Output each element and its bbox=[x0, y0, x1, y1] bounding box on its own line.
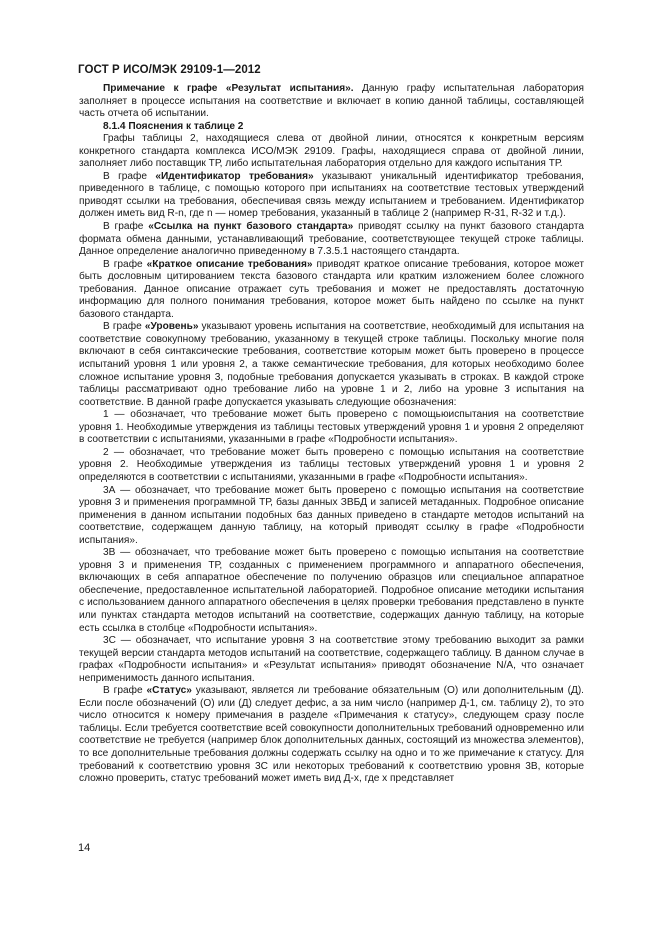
standard-header: ГОСТ Р ИСО/МЭК 29109-1—2012 bbox=[78, 64, 261, 76]
paragraph-level-1: 1 — обозначает, что требование может быть проверено с помощьюиспытания на соответствие уровня 1. Необходимые утверждения из таблицы тестовых утверждений уровня 1 и уровня 2 определяют в соответствии с испытаниями, указанными в графе «Подробности испытания». bbox=[79, 409, 584, 446]
paragraph-status: В графе «Статус» указывают, является ли требование обязательным (О) или дополнительным (Д). Если после обозначений (О) или (Д) следует дефис, а за ним число (например Д-1, см. таблицу 2), то это число относится к номеру примечания в разделе «Примечания к статусу», следующем сразу после таблицы. Если требуется соответствие всей совокупности дополнительных требований одновременно или соответствие не требуется (например блок дополнительных данных, состоящий из множества элементов), то все дополнительные требования должны содержать ссылку на одно и то же примечание к статусу. Для требований к соответствию уровня 3С или некоторых требований к соответствию уровня 3В, которые сложно проверить, статус требований может иметь вид Д-х, где х представляет bbox=[79, 685, 584, 785]
paragraph-base-standard-ref: В графе «Ссылка на пункт базового стандарта» приводят ссылку на пункт базового стандарта формата обмена данными, устанавливающий требование, соответствующее текущей строке таблицы. Данное определение аналогично приведенному в 7.3.5.1 настоящего стандарта. bbox=[79, 221, 584, 258]
page-number: 14 bbox=[78, 842, 91, 854]
term-level: «Уровень» bbox=[144, 321, 199, 333]
section-heading: 8.1.4 Пояснения к таблице 2 bbox=[103, 120, 244, 132]
term-brief-description: «Краткое описание требования» bbox=[146, 258, 313, 270]
paragraph-level-3c: 3С — обозначает, что испытание уровня 3 на соответствие этому требованию выходит за рамки текущей версии стандарта методов испытаний на соответствие, содержащего таблицу. В данном случае в графах «Подробности испытания» и «Результат испытания» приводят обозначение N/A, что означает неприменимость данного испытания. bbox=[79, 635, 584, 684]
term-requirement-id: «Идентификатор требования» bbox=[155, 170, 314, 182]
paragraph-requirement-id: В графе «Идентификатор требования» указывают уникальный идентификатор требования, приведенного в таблице, с помощью которого при испытаниях на соответствие тестовых утверждений приводят ссылки на требования, обеспечивая связь между испытанием и требованием. Идентификатор должен иметь вид R-n, где n — номер требования, указанный в таблице 2 (например R-31, R-32 и т.д.). bbox=[79, 170, 584, 220]
paragraph-table-columns: Графы таблицы 2, находящиеся слева от двойной линии, относятся к конкретным версиям конкретного стандарта комплекса ИСО/МЭК 29109. Графы, находящиеся справа от двойной линии, заполняет либо поставщик ТР, либо испытательная лаборатория отдельно для каждого испытания ТР. bbox=[79, 133, 584, 170]
term-status: «Статус» bbox=[146, 685, 192, 697]
paragraph-level-2: 2 — обозначает, что требование может быть проверено с помощью испытания на соответствие уровня 2. Необходимые утверждения из таблицы тестовых утверждений уровня 1 и уровня 2 определяются в соответствии с испытаниями, указанными в графе «Подробности испытания». bbox=[79, 446, 584, 483]
paragraph-level: В графе «Уровень» указывают уровень испытания на соответствие, необходимый для испытания на соответствие совокупному требованию, указанному в текущей строке таблицы. Поскольку многие поля включают в себя синтаксические требования, соответствие которым может быть проверено в процессе испытаний уровня 1 или уровня 2, а также семантические требования, для которых необходимо более сложное испытание уровня 3, подобные требования допускается указывать в строках. В каждой строке таблицы рассматривают одно требование либо на уровне 1 и 2, либо на уровне 3 испытания на соответствие. В данной графе допускается указывать следующие обозначения: bbox=[79, 321, 585, 408]
paragraph-level-3a: 3А — обозначает, что требование может быть проверено с помощью испытания на соответствие уровня 3 и применения программной ТР, базы данных ЗВБД и записей метаданных. Подробное описание применения в данном испытании подобных баз данных приведено в стандарте методов испытаний на соответствие, содержащем данную таблицу, на который приводят ссылку в графе «Подробности испытания». bbox=[79, 484, 584, 546]
paragraph-level-3b: 3В — обозначает, что требование может быть проверено с помощью испытания на соответствие уровня 3 и применения ТР, созданных с применением программного и аппаратного обеспечения, включающих в себя аппаратное обеспечение по получению образцов или специальное аппаратное обеспечение, предоставленное испытательной лабораторией. Подробное описание методики испытания с использованием данного аппаратного обеспечения в целях проверки требования представлено в пункте или пунктах стандарта методов испытаний на соответствие, содержащих данную таблицу, на которые есть ссылка в столбце «Подробности испытания». bbox=[79, 547, 584, 634]
term-result-note: Примечание к графе «Результат испытания». bbox=[103, 83, 354, 94]
paragraph-brief-description: В графе «Краткое описание требования» приводят краткое описание требования, которое может быть дословным цитированием текста базового стандарта или кратким изложением более сложного требования. Данное описание отражает суть требования и может не предоставлять достаточную информацию для полного понимания требования, которое может быть найдено по ссылке на пункт базового стандарта. bbox=[79, 258, 584, 320]
term-base-standard-ref: «Ссылка на пункт базового стандарта» bbox=[148, 221, 354, 233]
paragraph-result-note: Примечание к графе «Результат испытания». Данную графу испытательная лаборатория заполняет в процессе испытания на соответствие и включает в копию данной таблицы, составляющей часть отчета об испытании. bbox=[79, 83, 584, 120]
page-body bbox=[79, 83, 584, 786]
